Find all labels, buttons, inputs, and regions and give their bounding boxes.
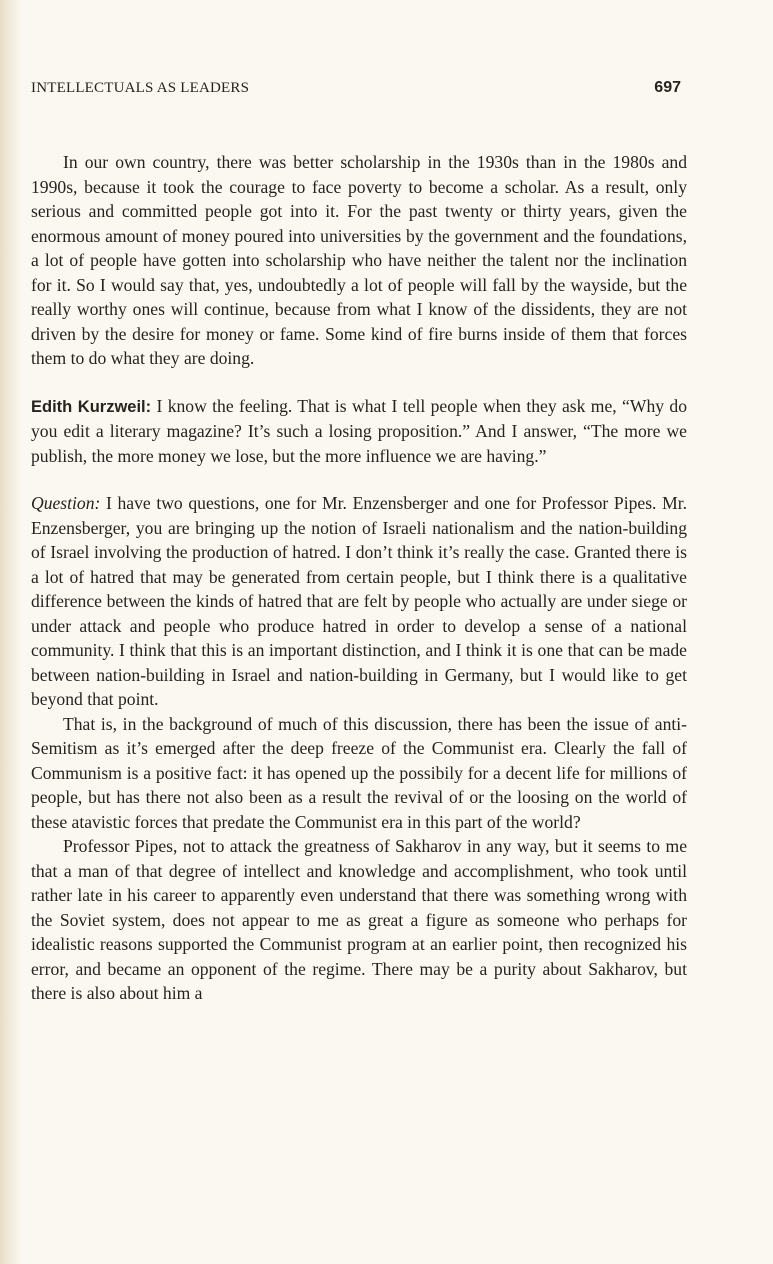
paragraph-text: I have two questions, one for Mr. Enzensberger and one for Professor Pipes. Mr. Enzensberger, you are bringing up the notion of Israeli nationalism and the nation-building of Israel involving the production of hatred. I don’t think it’s really the case. Granted there is a lot of hatred that may be generated from certain people, but I think there is a qualitative difference between the kinds of hatred that are felt by people who actually are under siege or under attack and people who produce hatred in order to develop a sense of a national community. I think that this is an important distinction, and I think it is one that can be made between nation-building in Israel and nation-building in Germany, but I would like to get beyond that point.: [31, 493, 687, 709]
page-gutter-shadow: [0, 0, 22, 1264]
running-head: INTELLECTUALS AS LEADERS: [31, 80, 250, 96]
page-body: [31, 150, 687, 1006]
paragraph-question: [31, 491, 687, 712]
paragraph-kurzweil: [31, 394, 687, 469]
paragraph-anti-semitism: That is, in the background of much of this discussion, there has been the issue of anti-Semitism as it’s emerged after the deep freeze of the Communist era. Clearly the fall of Communism is a positive fact: it has opened up the possibily for a decent life for millions of people, but has there not also been as a result the revival of or the loosing on the world of these atavistic forces that predate the Communist era in this part of the world?: [31, 713, 687, 832]
question-label: Question:: [31, 493, 101, 513]
paragraph-text: I know the feeling. That is what I tell people when they ask me, “Why do you edit a literary magazine? It’s such a losing proposition.” And I answer, “The more we publish, the more money we lose, but the more influence we are having.”: [31, 395, 687, 466]
page-number: 697: [654, 79, 681, 96]
paragraph-sakharov: Professor Pipes, not to attack the greatness of Sakharov in any way, but it seems to me that a man of that degree of intellect and knowledge and accomplishment, who took until rather late in his career to apparently even understand that there was something wrong with the Soviet system, does not appear to me as great a figure as someone who perhaps for idealistic reasons supported the Communist program at an earlier point, then recognized his error, and became an opponent of the regime. There may be a purity about Sakharov, but there is also about him a: [31, 836, 687, 1003]
speaker-name: Edith Kurzweil:: [31, 397, 152, 416]
page-header: [31, 79, 681, 97]
paragraph-scholarship: In our own country, there was better scholarship in the 1930s than in the 1980s and 1990s, because it took the courage to face poverty to become a scholar. As a result, only serious and committed people got into it. For the past twenty or thirty years, given the enormous amount of money poured into universities by the government and the foundations, a lot of people have gotten into scholarship who have neither the talent nor the inclination for it. So I would say that, yes, undoubtedly a lot of people will fall by the wayside, but the really worthy ones will continue, because from what I know of the dissidents, they are not driven by the desire for money or fame. Some kind of fire burns inside of them that forces them to do what they are doing.: [31, 152, 687, 368]
